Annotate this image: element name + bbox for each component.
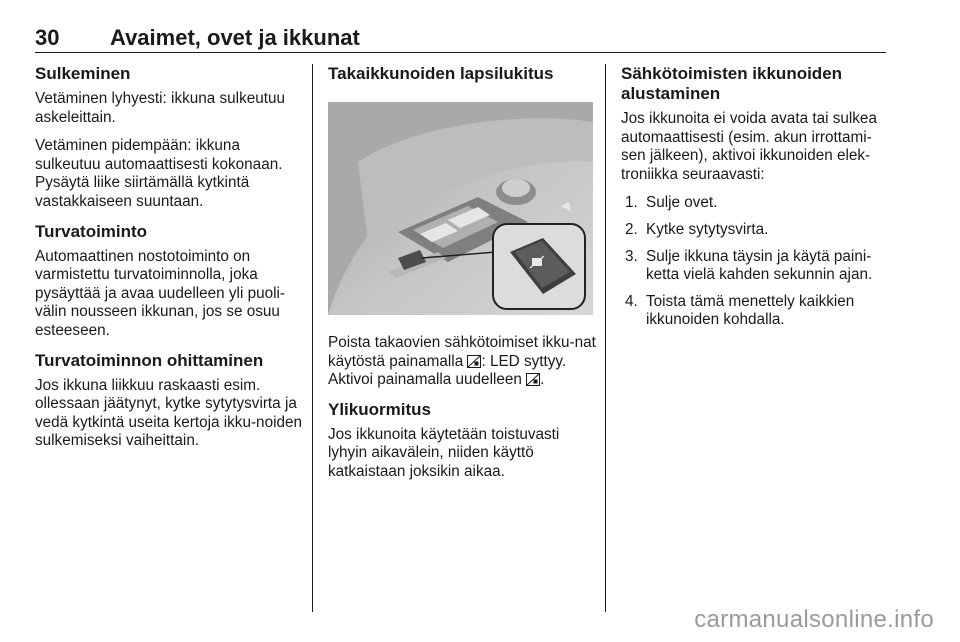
window-lock-icon	[467, 355, 481, 368]
list-item	[621, 221, 889, 240]
window-lock-icon-2	[526, 373, 540, 386]
overload-paragraph: Jos ikkunoita käytetään toistuvasti lyhyin aikavälein, niiden käyttö katkaistaan joksikin aikaa.	[328, 425, 560, 480]
init-steps-list	[621, 194, 889, 330]
childlock-text-part1: Poista takaovien sähkötoimiset ikku-nat käytöstä painamalla	[328, 334, 596, 370]
step-number: 2.	[625, 220, 638, 238]
step-number: 4.	[625, 292, 638, 310]
step-number: 1.	[625, 194, 638, 212]
childlock-text-part2: : LED syttyy. Aktivoi painamalla uudelleen	[328, 352, 567, 389]
page-header	[35, 21, 886, 53]
init-paragraph: Jos ikkunoita ei voida avata tai sulkea automaattisesti (esim. akun irrottami-sen jälkeen), aktivoi ikkunoiden elek-troniikka seuraavasti:	[621, 110, 877, 183]
childlock-heading: Takaikkunoiden lapsilukitus	[328, 64, 554, 83]
step-text: Kytke sytytysvirta.	[646, 220, 769, 238]
step-number: 3.	[625, 247, 638, 265]
column-1	[35, 64, 303, 461]
column-divider-1	[312, 64, 313, 612]
header-rule	[35, 52, 886, 53]
page-number: 30	[35, 25, 60, 50]
column-divider-2	[605, 64, 606, 612]
init-heading: Sähkötoimisten ikkunoiden alustaminen	[621, 64, 843, 103]
closing-paragraph-2: Vetäminen pidempään: ikkuna sulkeutuu automaattisesti kokonaan. Pysäytä liike siirtämällä kytkintä vastakkaiseen suuntaan.	[35, 137, 283, 210]
list-item	[621, 194, 889, 213]
override-heading: Turvatoiminnon ohittaminen	[35, 350, 264, 370]
door-switch-illustration	[328, 102, 593, 315]
step-text: Toista tämä menettely kaikkien ikkunoiden kohdalla.	[646, 292, 855, 329]
chapter-title: Avaimet, ovet ja ikkunat	[110, 25, 360, 50]
safety-paragraph: Automaattinen nostotoiminto on varmistettu turvatoiminnolla, joka pysäyttää ja avaa uudelleen yli puoli-välin nousseen ikkunan, jos se osuu esteeseen.	[35, 247, 286, 339]
closing-heading: Sulkeminen	[35, 64, 131, 83]
list-item	[621, 293, 889, 330]
step-text: Sulje ikkuna täysin ja käytä paini-ketta vielä kahden sekunnin ajan.	[646, 247, 873, 284]
watermark: carmanualsonline.info	[694, 606, 934, 633]
column-3	[621, 64, 889, 338]
safety-heading: Turvatoiminto	[35, 221, 148, 241]
override-paragraph: Jos ikkuna liikkuu raskaasti esim. ollessaan jäätynyt, kytke sytytysvirta ja vedä kytkintä useita kertoja ikku-noiden sulkemiseksi vaiheittain.	[35, 376, 302, 450]
overload-heading: Ylikuormitus	[328, 399, 431, 419]
step-text: Sulje ovet.	[646, 194, 718, 212]
childlock-text-part3: .	[540, 371, 545, 389]
list-item	[621, 248, 889, 285]
childlock-paragraph	[328, 334, 596, 390]
column-2	[328, 64, 596, 492]
closing-paragraph-1: Vetäminen lyhyesti: ikkuna sulkeutuu askeleittain.	[35, 90, 285, 126]
